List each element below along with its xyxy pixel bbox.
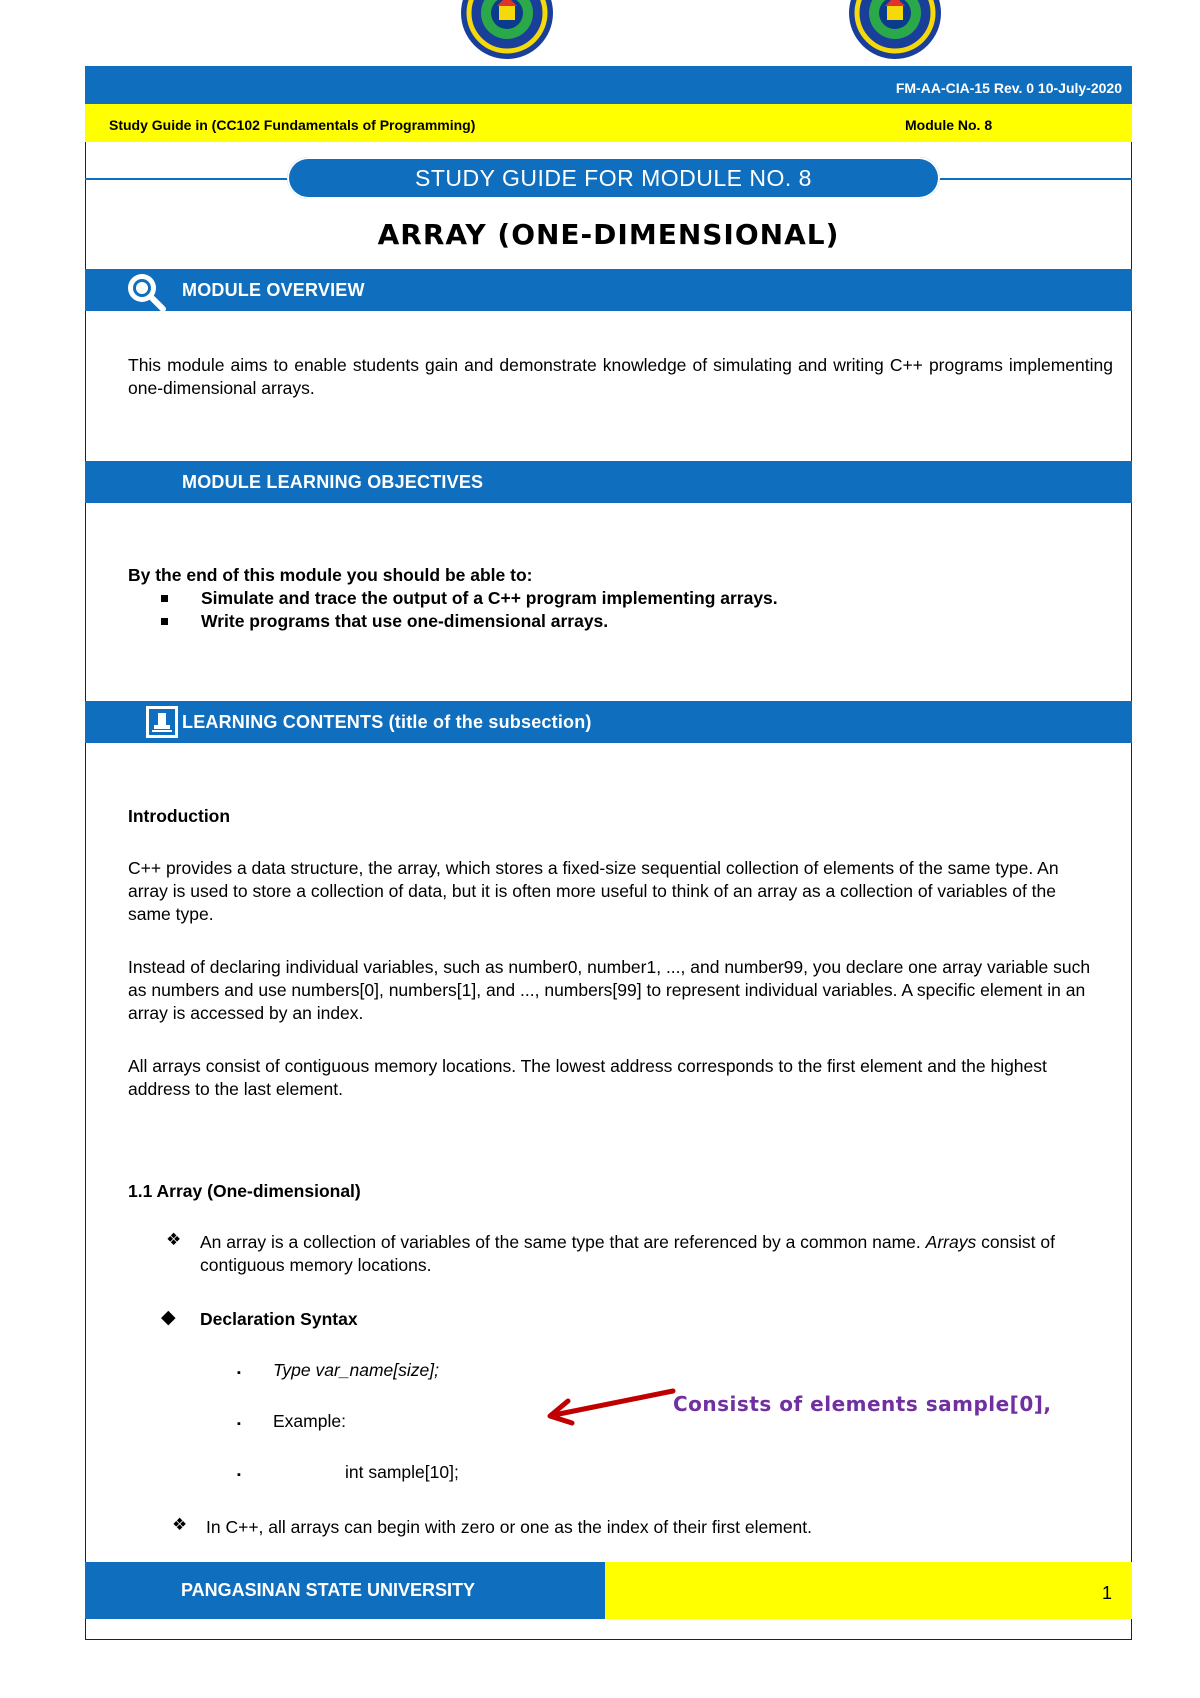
example-label: Example: <box>273 1411 346 1431</box>
overview-text: This module aims to enable students gain and demonstrate knowledge of simulating and writing C++ programs implementing one-dimensional arrays. <box>128 355 1113 398</box>
syntax-line: Type var_name[size]; <box>273 1360 439 1380</box>
list-item: Write programs that use one-dimensional arrays. <box>128 610 1113 633</box>
form-code: FM-AA-CIA-15 Rev. 0 10-July-2020 <box>895 80 1122 96</box>
list-item: Simulate and trace the output of a C++ program implementing arrays. <box>128 587 1113 610</box>
university-seal-right <box>848 0 942 60</box>
subsection-heading: 1.1 Array (One-dimensional) <box>128 1181 361 1201</box>
university-seal-left <box>460 0 554 60</box>
diamond-dots-icon: ❖ <box>166 1230 182 1249</box>
footer-yellow-bar <box>605 1562 1132 1619</box>
title-pill <box>287 157 940 199</box>
bullet-dot-icon: ▪ <box>237 1418 241 1430</box>
paragraph: All arrays consist of contiguous memory locations. The lowest address corresponds to the first element and the highest address to the last element. <box>128 1056 1047 1099</box>
objectives-list <box>128 587 1113 633</box>
header-blue-bar <box>85 66 1132 104</box>
index-note: In C++, all arrays can begin with zero or one as the index of their first element. <box>206 1517 813 1537</box>
bullet-dot-icon: ▪ <box>237 1469 241 1481</box>
arrow-left-icon <box>540 1386 680 1426</box>
bullet-dot-icon: ▪ <box>237 1367 241 1379</box>
callout-text: Consists of elements sample[0], <box>673 1392 1052 1416</box>
paragraph: Instead of declaring individual variables, such as number0, number1, ..., and number99, you declare one array variable such as numbers and use numbers[0], numbers[1], and ..., numbers[99] to represent individual variables. A specific element in an array is accessed by an index. <box>128 957 1091 1023</box>
contents-bar <box>85 701 1132 743</box>
page-number: 1 <box>1101 1583 1112 1603</box>
bullet-square-icon <box>161 595 168 602</box>
bullet-square-icon <box>161 618 168 625</box>
paragraph: C++ provides a data structure, the array, which stores a fixed-size sequential collection of elements of the same type. An array is used to store a collection of data, but it is often more useful to think of an array as a collection of variables of the same type. <box>128 858 1059 924</box>
overview-heading: MODULE OVERVIEW <box>182 280 365 300</box>
module-label: Module No. 8 <box>905 117 993 133</box>
diamond-icon: ◆ <box>161 1307 176 1328</box>
header-yellow-bar <box>85 104 1132 142</box>
objectives-intro: By the end of this module you should be able to: <box>128 565 533 585</box>
study-guide-label: Study Guide in (CC102 Fundamentals of Programming) <box>109 117 476 133</box>
introduction-heading: Introduction <box>128 806 231 826</box>
declaration-heading: Declaration Syntax <box>200 1309 358 1329</box>
objectives-heading: MODULE LEARNING OBJECTIVES <box>182 472 484 492</box>
footer-blue-bar <box>85 1562 605 1619</box>
objectives-bar <box>85 461 1132 503</box>
example-code: int sample[10]; <box>345 1462 459 1482</box>
university-name: PANGASINAN STATE UNIVERSITY <box>181 1580 476 1600</box>
title-pill-text: STUDY GUIDE FOR MODULE NO. 8 <box>415 165 812 191</box>
diamond-dots-icon: ❖ <box>172 1515 188 1534</box>
objectives-block <box>128 564 1113 633</box>
contents-heading: LEARNING CONTENTS (title of the subsection) <box>182 712 592 732</box>
page-title: ARRAY (ONE-DIMENSIONAL) <box>377 218 840 251</box>
document-icon <box>145 705 179 739</box>
magnifier-icon <box>123 270 167 312</box>
array-definition: An array is a collection of variables of the same type that are referenced by a common name. Arrays consist of contiguous memory locations. <box>200 1232 1056 1275</box>
overview-bar <box>85 269 1132 311</box>
